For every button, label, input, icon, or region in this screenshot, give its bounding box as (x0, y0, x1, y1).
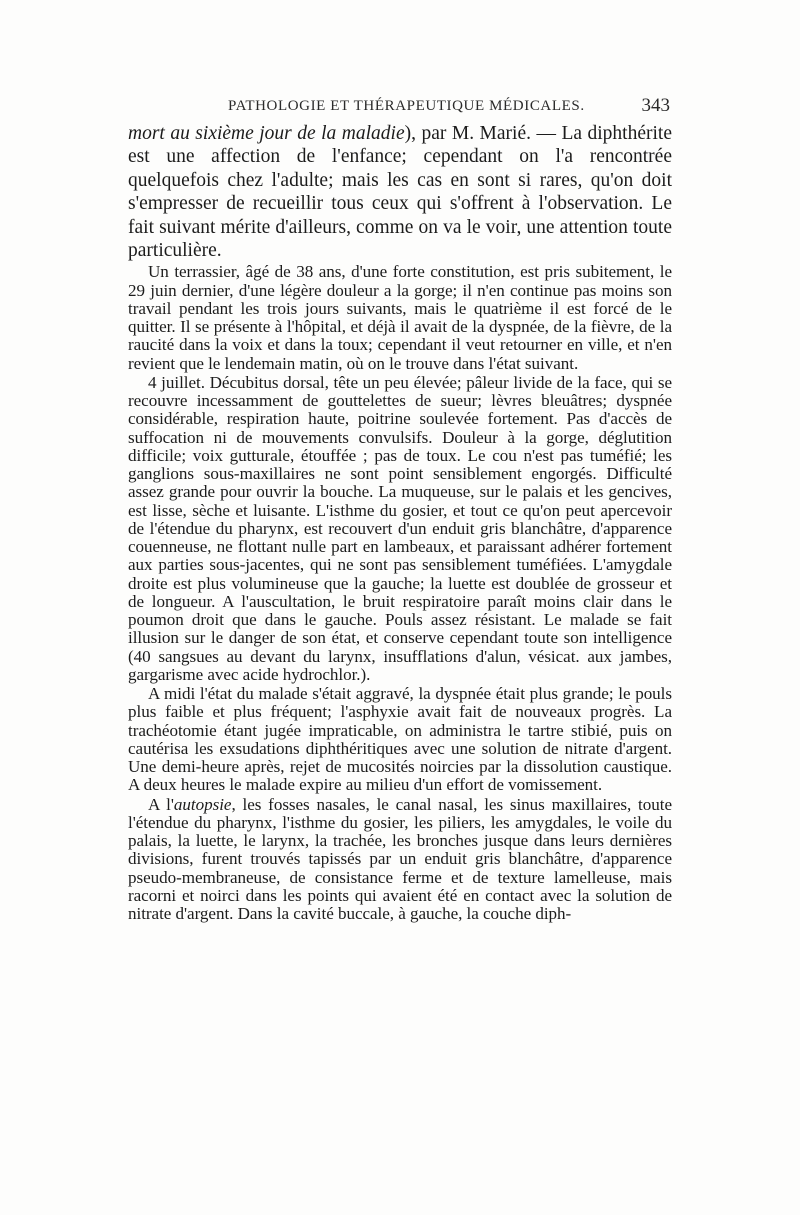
page-header (130, 95, 670, 124)
italic-word: autopsie (173, 794, 232, 814)
paragraph-2: Un terrassier, âgé de 38 ans, d'une forte constitution, est pris subitement, le 29 juin dernier, d'une légère douleur a la gorge; il n'en continue pas moins son travail pendant les trois jours suivants, mais le quatrième il est forcé de le quitter. Il se présente à l'hôpital, et déjà il avait de la dyspnée, de la fièvre, de la raucité dans la voix et dans la toux; cependant il veut retourner en ville, et n'en revient que le lendemain matin, où on le trouve dans l'état suivant. (128, 262, 672, 373)
paragraph-4: A midi l'état du malade s'était aggravé, la dyspnée était plus grande; le pouls plus faible et plus fréquent; l'asphyxie avait fait de nouveaux progrès. La trachéotomie étant jugée impraticable, on administra le tartre stibié, puis on cautérisa les exsudations diphthéritiques avec une solution de nitrate d'argent. Une demi-heure après, rejet de mucosités noircies par la dissolution caustique. A deux heures le malade expire au milieu d'un effort de vomissement. (128, 684, 672, 795)
body-text (128, 122, 672, 923)
paragraph-5-text: , les fosses nasales, le canal nasal, les sinus maxillaires, toute l'étendue du pharynx, l'isthme du gosier, les piliers, les amygdales, le voile du palais, la luette, le larynx, la trachée, les bronches jusque dans leurs dernières divisions, furent trouvés tapissés par un enduit gris blanchâtre, d'apparence pseudo-membraneuse, de consistance ferme et de texture lamelleuse, mais racorni et noirci dans les points qui avaient été en contact avec la solution de nitrate d'argent. Dans la cavité buccale, à gauche, la couche diph- (128, 794, 672, 924)
paragraph-5-prefix: A l' (148, 794, 174, 814)
paragraph-1 (128, 122, 672, 262)
running-title: PATHOLOGIE ET THÉRAPEUTIQUE MÉDICALES. (228, 98, 585, 114)
paragraph-5 (128, 796, 672, 924)
page-number: 343 (641, 95, 670, 116)
paragraph-1-text: ), par M. Marié. — La diphthérite est une affection de l'enfance; cependant on l'a rencontrée quelquefois chez l'adulte; mais les cas en sont si rares, qu'on doit s'empresser de recueillir tous ceux qui s'offrent à l'observation. Le fait suivant mérite d'ailleurs, comme on va le voir, une attention toute particulière. (128, 123, 672, 262)
paragraph-3: 4 juillet. Décubitus dorsal, tête un peu élevée; pâleur livide de la face, qui se recouvre incessamment de gouttelettes de sueur; lèvres bleuâtres; dyspnée considérable, respiration haute, poitrine soulevée fortement. Pas d'accès de suffocation ni de mouvements convulsifs. Douleur à la gorge, déglutition difficile; voix gutturale, étouffée ; pas de toux. Le cou n'est pas tuméfié; les ganglions sous-maxillaires ne sont point sensiblement engorgés. Difficulté assez grande pour ouvrir la bouche. La muqueuse, sur le palais et les gencives, est lisse, sèche et luisante. L'isthme du gosier, et tout ce qu'on peut apercevoir de l'étendue du pharynx, est recouvert d'un enduit gris blanchâtre, d'apparence couenneuse, ne flottant nulle part en lambeaux, et paraissant adhérer fortement aux parties sous-jacentes, qui ne sont pas sensiblement tuméfiées. L'amygdale droite est plus volumineuse que la gauche; la luette est doublée de grosseur et de longueur. A l'auscultation, le bruit respiratoire paraît moins clair dans le poumon droit que dans le gauche. Pouls assez résistant. Le malade se fait illusion sur le danger de son état, et conserve cependant toute son intelligence (40 sangsues au devant du larynx, insufflations d'alun, vésicat. aux jambes, gargarisme avec acide hydrochlor.). (128, 372, 672, 684)
italic-lead: mort au sixième jour de la maladie (128, 123, 405, 144)
